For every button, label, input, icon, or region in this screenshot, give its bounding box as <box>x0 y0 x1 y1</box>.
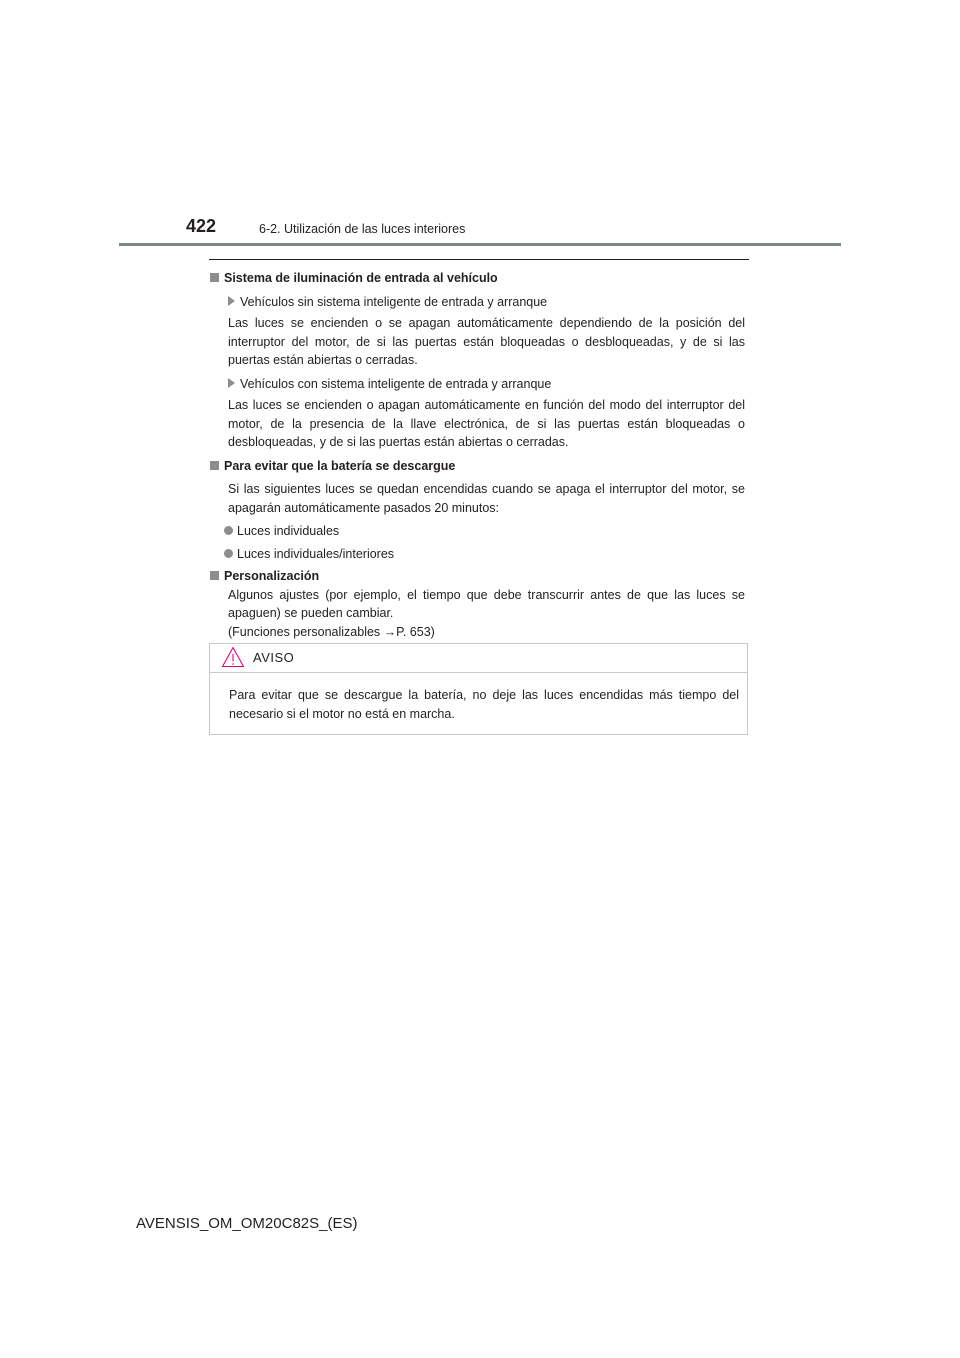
top-rule <box>209 259 749 260</box>
list-item-text: Luces individuales <box>237 524 340 538</box>
warning-triangle-icon <box>221 646 245 668</box>
section-paragraph: Algunos ajustes (por ejemplo, el tiempo que debe transcurrir antes de que las luces se apaguen) se pueden cambiar. <box>228 587 745 620</box>
square-bullet-icon <box>210 273 219 282</box>
square-bullet-icon <box>210 461 219 470</box>
subsection-label <box>228 293 745 312</box>
list-item <box>224 545 745 564</box>
circle-bullet-icon <box>224 526 233 535</box>
footer-doc-code: AVENSIS_OM_OM20C82S_(ES) <box>136 1215 358 1232</box>
section-heading <box>210 567 745 586</box>
triangle-bullet-icon <box>228 296 235 306</box>
list-item <box>224 522 745 541</box>
circle-bullet-icon <box>224 549 233 558</box>
warning-header <box>210 644 747 673</box>
warning-text: Para evitar que se descargue la batería, no deje las luces encendidas más tiempo del necesario si el motor no está en marcha. <box>229 688 739 721</box>
section-paragraph: (Funciones personalizables →P. 653) <box>228 624 435 639</box>
list-item-text: Luces individuales/interiores <box>237 546 395 561</box>
square-bullet-icon <box>210 571 219 580</box>
subsection-paragraph: Las luces se encienden o apagan automáticamente en función del modo del interruptor del motor, de la presencia de la llave electrónica, de si las puertas están bloqueadas o desbloqueadas, y de si las puertas están abiertas o cerradas. <box>228 398 745 449</box>
triangle-bullet-icon <box>228 378 235 388</box>
subsection-paragraph: Las luces se encienden o se apagan automáticamente dependiendo de la posición del interruptor del motor, de si las puertas están bloqueadas o desbloqueadas, y de si las puertas están abiertas o cerradas. <box>228 316 745 367</box>
section-heading <box>210 457 745 476</box>
subsection-label <box>228 375 745 394</box>
main-content <box>210 269 745 646</box>
subsection-label-text: Vehículos con sistema inteligente de entrada y arranque <box>240 376 552 391</box>
section-heading-text: Personalización <box>224 569 320 583</box>
warning-box <box>209 643 748 735</box>
section-paragraph: Si las siguientes luces se quedan encendidas cuando se apaga el interruptor del motor, se apagarán automáticamente pasados 20 minutos: <box>228 482 745 515</box>
section-heading <box>210 269 745 288</box>
subsection-label-text: Vehículos sin sistema inteligente de entrada y arranque <box>240 294 548 309</box>
warning-title: AVISO <box>253 650 295 665</box>
section-heading-text: Para evitar que la batería se descargue <box>224 458 456 473</box>
section-title: 6-2. Utilización de las luces interiores <box>259 222 466 236</box>
section-heading-text: Sistema de iluminación de entrada al vehículo <box>224 271 498 285</box>
page-number: 422 <box>186 216 217 236</box>
header-bar <box>119 243 841 246</box>
